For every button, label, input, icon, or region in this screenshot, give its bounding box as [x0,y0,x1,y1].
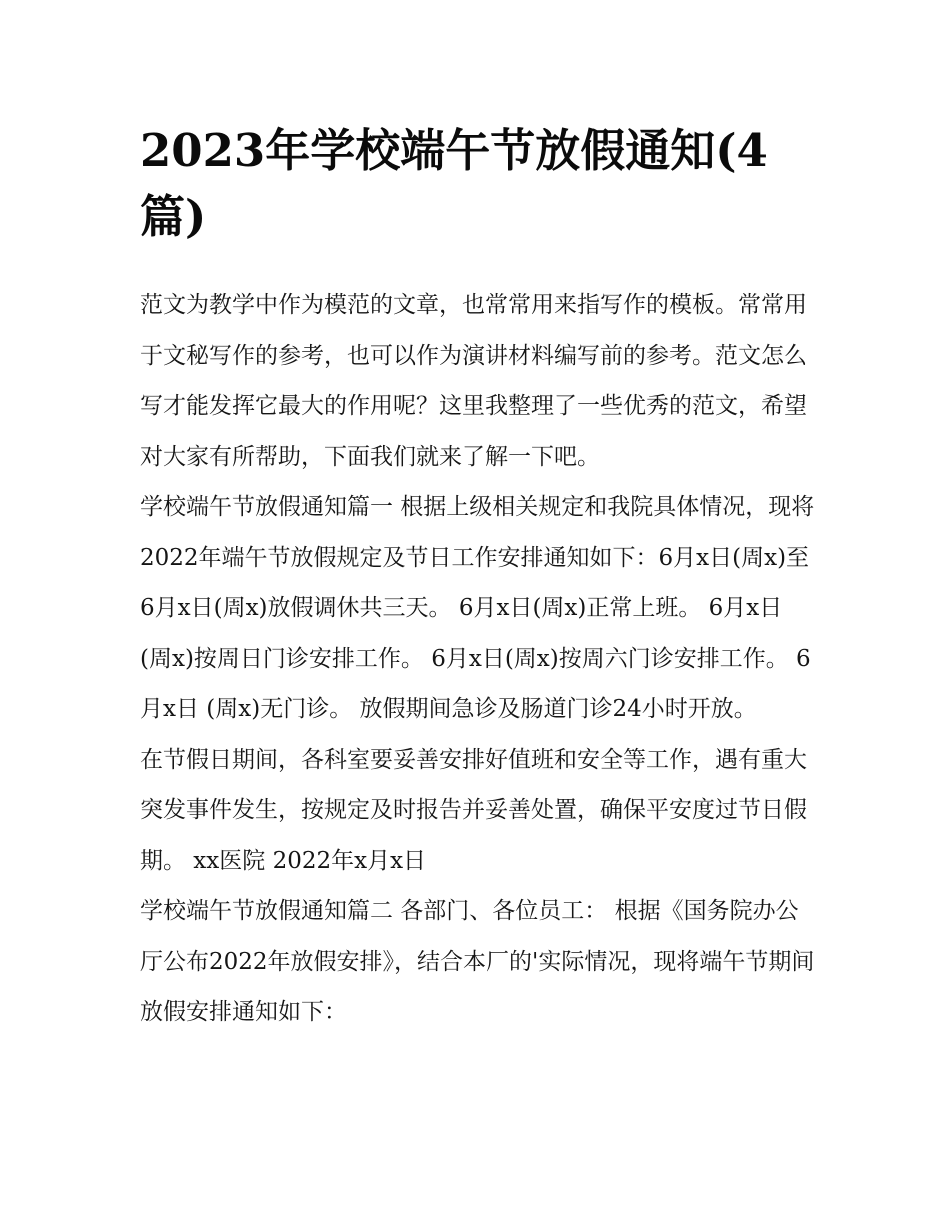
paragraph-intro: 范文为教学中作为模范的文章，也常常用来指写作的模板。常常用于文秘写作的参考，也可以作为演讲材料编写前的参考。范文怎么写才能发挥它最大的作用呢？这里我整理了一些优秀的范文，希望对大家有所帮助，下面我们就来了解一下吧。 [140,292,807,470]
paragraph-notice-two: 学校端午节放假通知篇二 各部门、各位员工： 根据《国务院办公厅公布2022年放假安排》，结合本厂的'实际情况，现将端午节期间放假安排通知如下： [140,898,815,1025]
document-title: 2023年学校端午节放假通知(4篇) [140,124,768,243]
document-page [140,118,820,1038]
document-body [140,280,820,1038]
paragraph-notice-one: 学校端午节放假通知篇一 根据上级相关规定和我院具体情况，现将2022年端午节放假规定及节日工作安排通知如下：6月x日(周x)至6月x日(周x)放假调休共三天。 6月x日(周x)正常上班。 6月x日 (周x)按周日门诊安排工作。 6月x日(周x)按周六门诊安排工作。 6月x日 (周x)无门诊。 放假期间急诊及肠道门诊24小时开放。 [140,494,815,722]
paragraph-holiday-duty: 在节假日期间，各科室要妥善安排好值班和安全等工作，遇有重大突发事件发生，按规定及时报告并妥善处置，确保平安度过节日假期。 xx医院 2022年x月x日 [140,746,807,874]
